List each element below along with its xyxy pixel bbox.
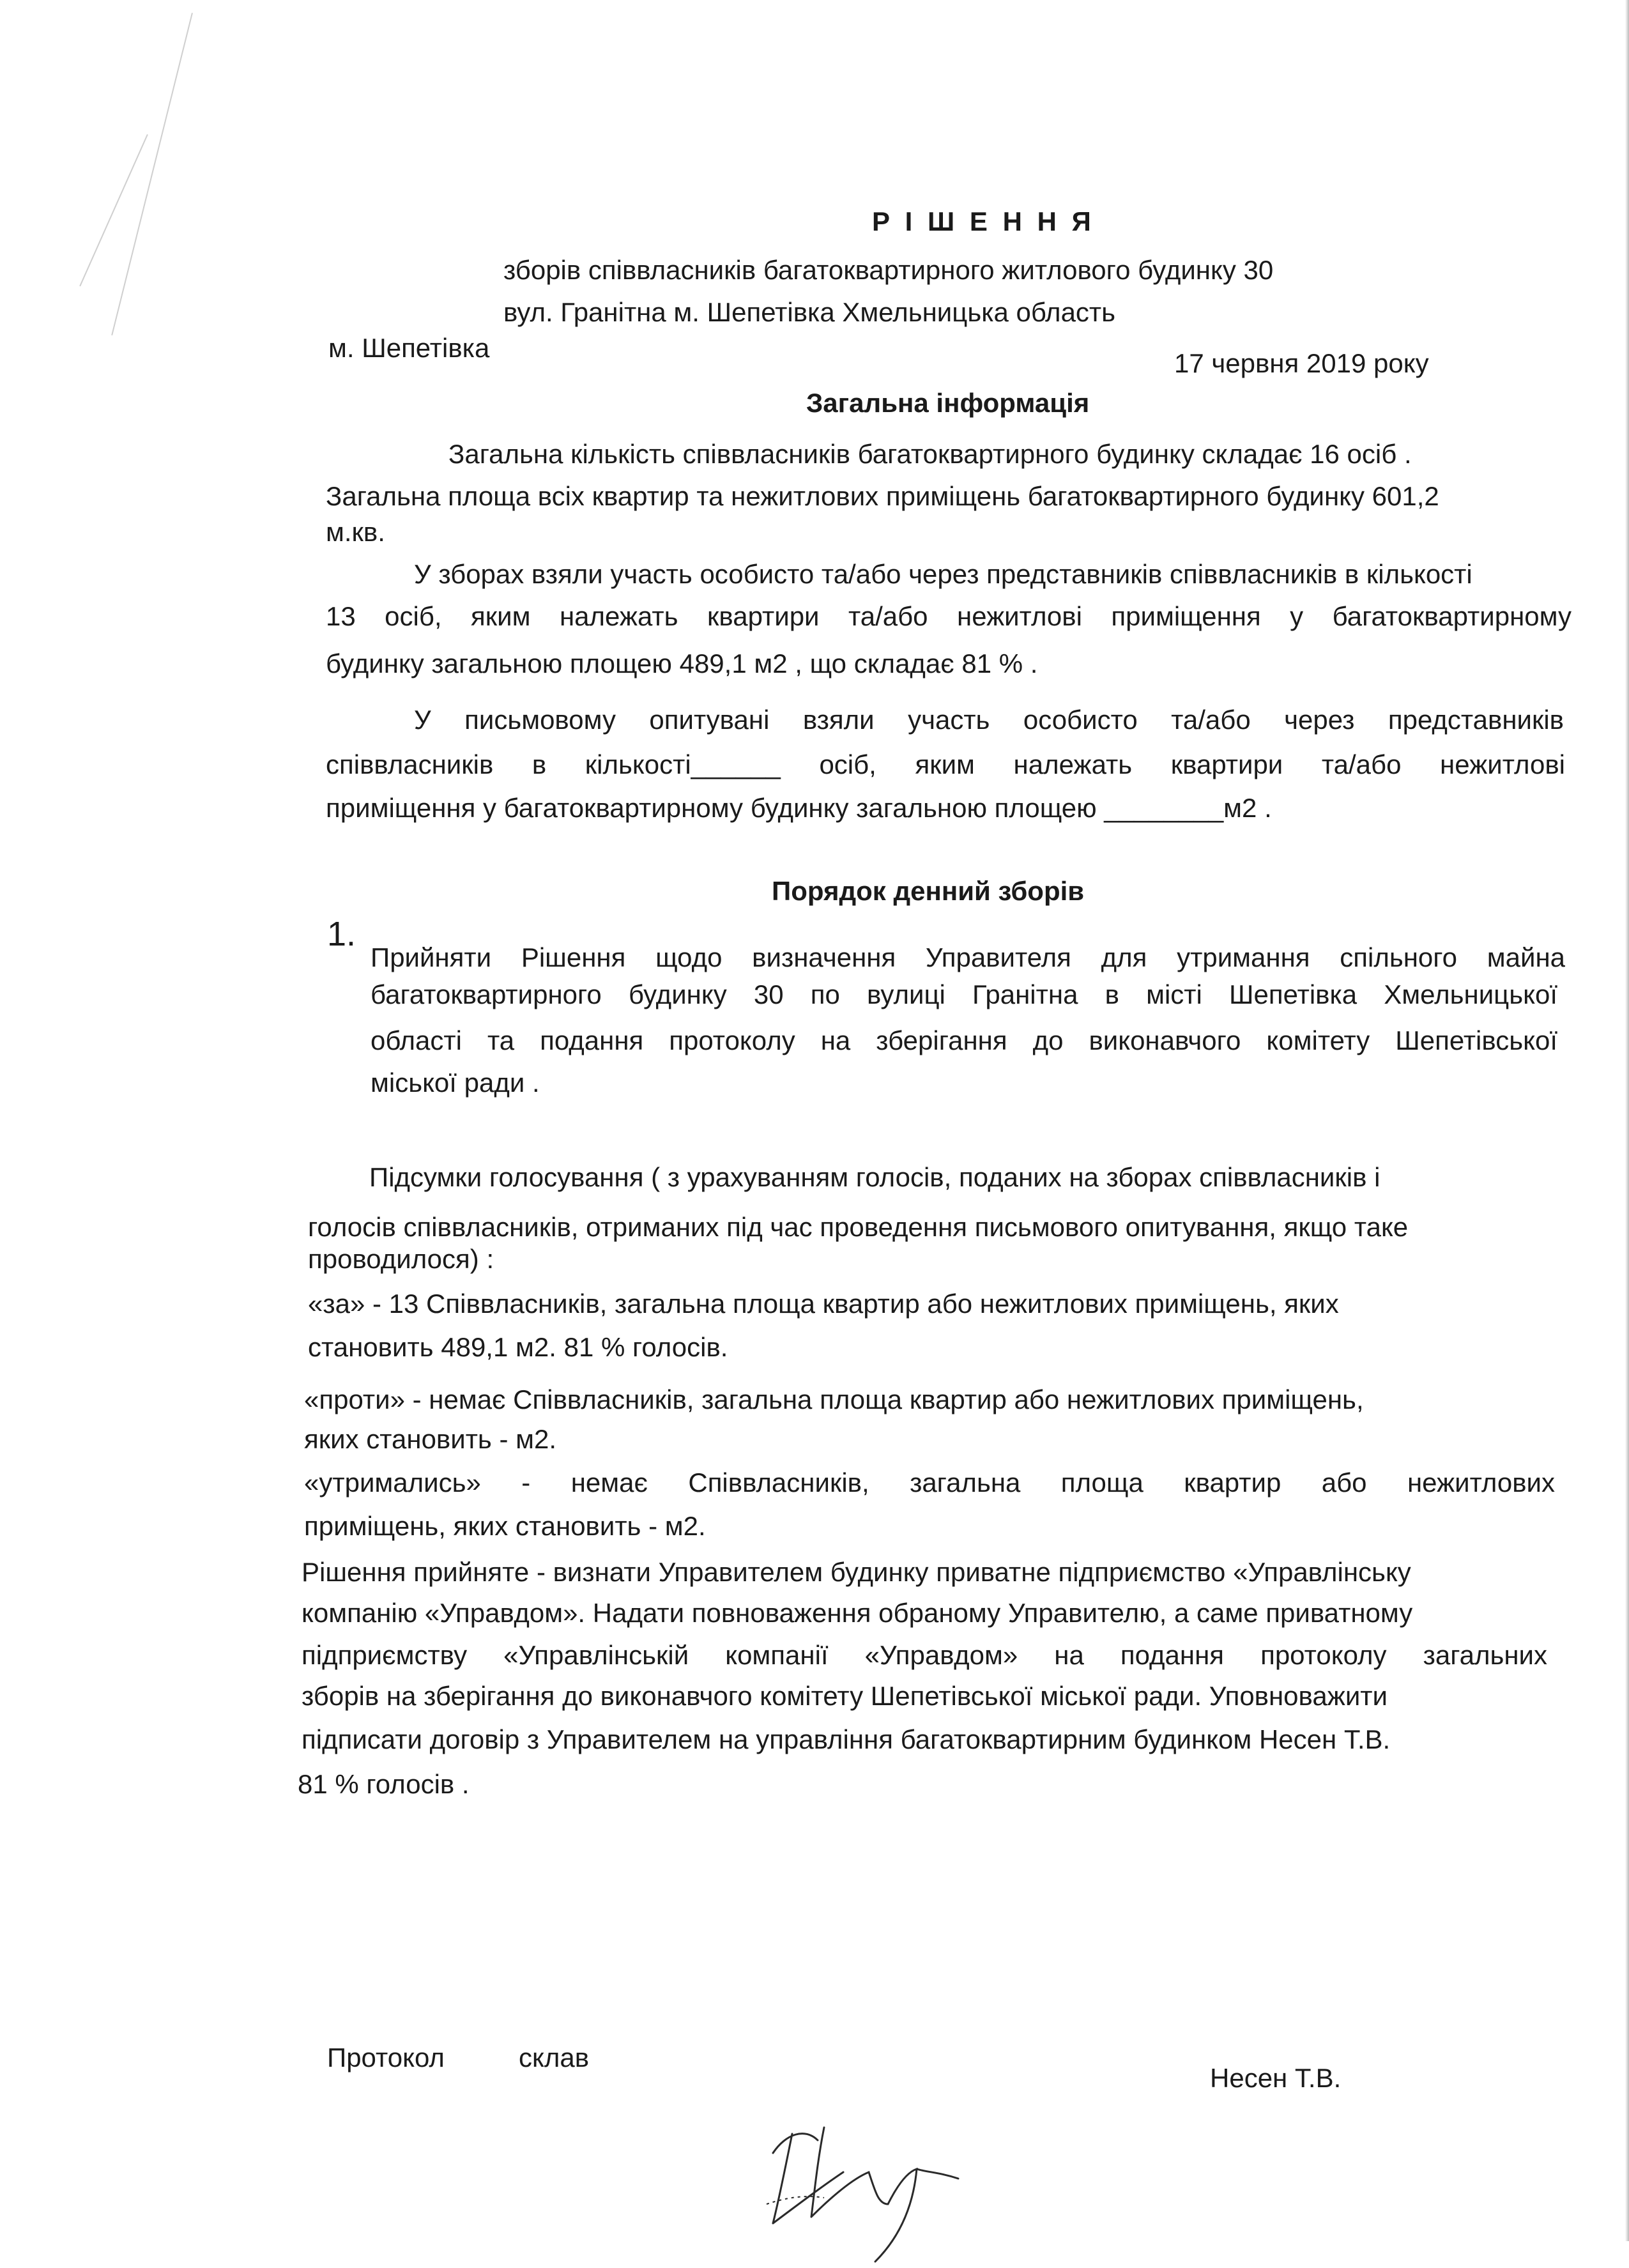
document-date: 17 червня 2019 року — [1174, 348, 1429, 378]
decision-line: підписати договір з Управителем на управління багатоквартирним будинком Несен Т.В. — [302, 1724, 1391, 1754]
document-title: Р І Ш Е Н Н Я — [872, 206, 1095, 236]
decision-line: компанію «Управдом». Надати повноваження обраному Управителю, а саме приватному — [302, 1598, 1413, 1628]
decision-line: Рішення прийняте - визнати Управителем будинку приватне підприємство «Управлінську — [302, 1557, 1411, 1587]
signature — [747, 2108, 965, 2268]
vote-abstain-line: приміщень, яких становить - м2. — [304, 1511, 706, 1541]
scan-artifact-line — [79, 134, 148, 286]
decision-line: зборів на зберігання до виконавчого комітету Шепетівської міської ради. Уповноважити — [302, 1681, 1388, 1711]
text-line: У письмовому опитувані взяли участь особисто та/або через представників — [414, 705, 1564, 735]
scan-edge — [1625, 0, 1629, 2241]
vote-abstain-line: «утримались» - немає Співвласників, загальна площа квартир або нежитлових — [304, 1467, 1555, 1498]
agenda-item-line: міської ради . — [371, 1068, 540, 1098]
section-heading: Загальна інформація — [806, 388, 1090, 418]
subtitle-line: зборів співвласників багатоквартирного житлового будинку 30 — [503, 255, 1274, 285]
text-line: співвласників в кількості______ осіб, яким належать квартири та/або нежитлові — [326, 749, 1565, 779]
text-line: приміщення у багатоквартирному будинку загальною площею ________м2 . — [326, 793, 1272, 823]
vote-for-line: становить 489,1 м2. 81 % голосів. — [308, 1332, 728, 1362]
text-line: Загальна площа всіх квартир та нежитлових приміщень багатоквартирного будинку 601,2 — [326, 481, 1439, 511]
footer-label: склав — [519, 2042, 590, 2073]
vote-against-line: яких становить - м2. — [304, 1424, 557, 1454]
text-line: будинку загальною площею 489,1 м2 , що складає 81 % . — [326, 648, 1038, 678]
results-line: голосів співвласників, отриманих під час проведення письмового опитування, якщо таке — [308, 1212, 1409, 1242]
text-line: У зборах взяли участь особисто та/або через представників співвласників в кількості — [414, 559, 1472, 589]
footer-label: Протокол — [327, 2042, 445, 2073]
results-line: Підсумки голосування ( з урахуванням голосів, поданих на зборах співвласників і — [369, 1162, 1380, 1192]
scan-artifact-line — [111, 13, 193, 335]
decision-line: 81 % голосів . — [298, 1769, 470, 1799]
agenda-item-line: Прийняти Рішення щодо визначення Управителя для утримання спільного майна — [371, 942, 1565, 972]
decision-line: підприємству «Управлінській компанії «Управдом» на подання протоколу загальних — [302, 1640, 1547, 1670]
text-line: м.кв. — [326, 517, 385, 547]
vote-for-line: «за» - 13 Співвласників, загальна площа квартир або нежитлових приміщень, яких — [308, 1289, 1339, 1319]
section-heading: Порядок денний зборів — [772, 876, 1085, 906]
subtitle-line: вул. Гранітна м. Шепетівка Хмельницька область — [503, 297, 1116, 327]
results-line: проводилося) : — [308, 1244, 494, 1274]
vote-against-line: «проти» - немає Співвласників, загальна площа квартир або нежитлових приміщень, — [304, 1384, 1364, 1414]
agenda-item-number: 1. — [327, 915, 356, 953]
signatory-name: Несен Т.В. — [1210, 2063, 1342, 2093]
agenda-item-line: області та подання протоколу на зберігання до виконавчого комітету Шепетівської — [371, 1025, 1557, 1055]
city: м. Шепетівка — [328, 333, 490, 363]
agenda-item-line: багатоквартирного будинку 30 по вулиці Гранітна в місті Шепетівка Хмельницької — [371, 979, 1557, 1009]
text-line: 13 осіб, яким належать квартири та/або нежитлові приміщення у багатоквартирному — [326, 601, 1572, 631]
text-line: Загальна кількість співвласників багатоквартирного будинку складає 16 осіб . — [448, 439, 1412, 469]
